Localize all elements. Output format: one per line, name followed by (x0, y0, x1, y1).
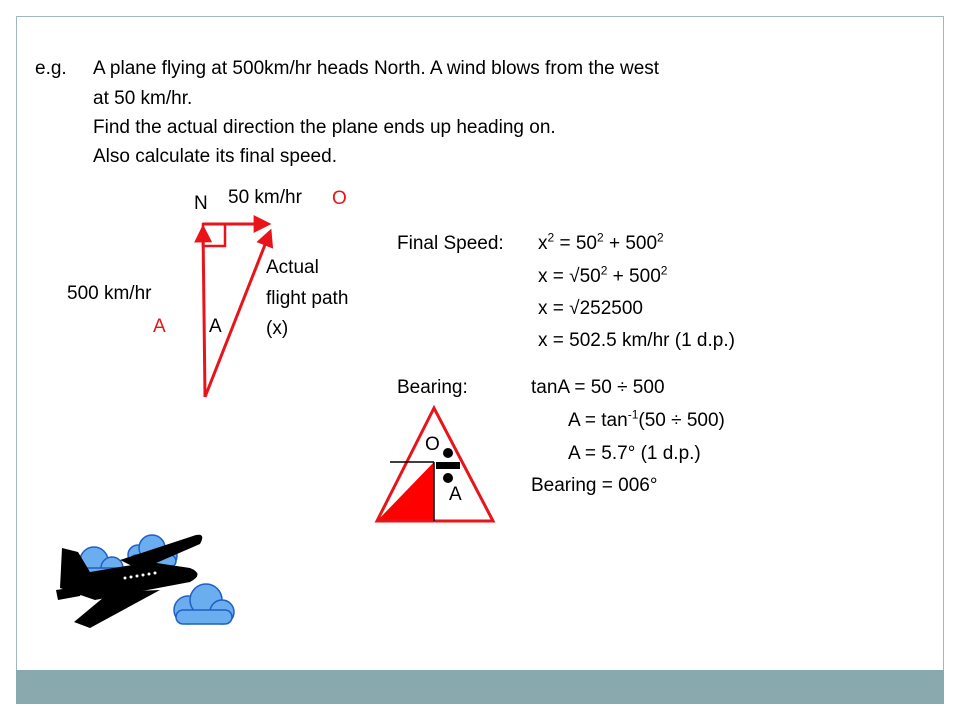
bearing-label: Bearing: (397, 377, 468, 398)
problem-line-2: at 50 km/hr. (93, 88, 193, 109)
problem-line-1: A plane flying at 500km/hr heads North. A wind blows from the west (93, 58, 660, 79)
adjacent-label: A (153, 316, 166, 337)
toa-triangle (377, 408, 493, 521)
final-speed-label: Final Speed: (397, 233, 504, 254)
toa-top-letter: O (425, 434, 440, 455)
flight-path-label-2: flight path (266, 288, 349, 309)
north-vector (203, 228, 205, 397)
bearing-line-3: A = 5.7° (1 d.p.) (568, 443, 701, 464)
wind-speed-label: 50 km/hr (228, 187, 302, 208)
problem-line-4: Also calculate its final speed. (93, 146, 337, 167)
vector-triangle (203, 224, 270, 397)
north-label: N (194, 193, 208, 214)
flight-path-label-1: Actual (266, 257, 319, 278)
plane-speed-label: 500 km/hr (67, 283, 152, 304)
final-speed-line-2: $x = √50^2 + 500^2$ (538, 263, 668, 287)
angle-label: A (209, 316, 222, 337)
resultant-vector (205, 232, 270, 397)
final-speed-line-1: $x^2 = 50^2 + 500^2$ (538, 230, 664, 254)
bearing-line-2: $A = \tan^{-1}(50 \div 500)$ (568, 407, 725, 431)
toa-shaded-region (377, 462, 434, 521)
opposite-label: O (332, 188, 347, 209)
final-speed-line-3: x = √252500 (538, 298, 643, 319)
bearing-line-1: tanA = 50 ÷ 500 (531, 377, 665, 398)
right-angle-marker (203, 224, 225, 246)
final-speed-line-4: x = 502.5 km/hr (1 d.p.) (538, 330, 735, 351)
plane-clipart (56, 535, 234, 628)
flight-path-label-3: (x) (266, 318, 289, 339)
bearing-line-4: Bearing = 006° (531, 475, 658, 496)
example-label: e.g. (35, 58, 67, 79)
problem-line-3: Find the actual direction the plane ends up heading on. (93, 117, 556, 138)
toa-bottom-letter: A (449, 484, 462, 505)
